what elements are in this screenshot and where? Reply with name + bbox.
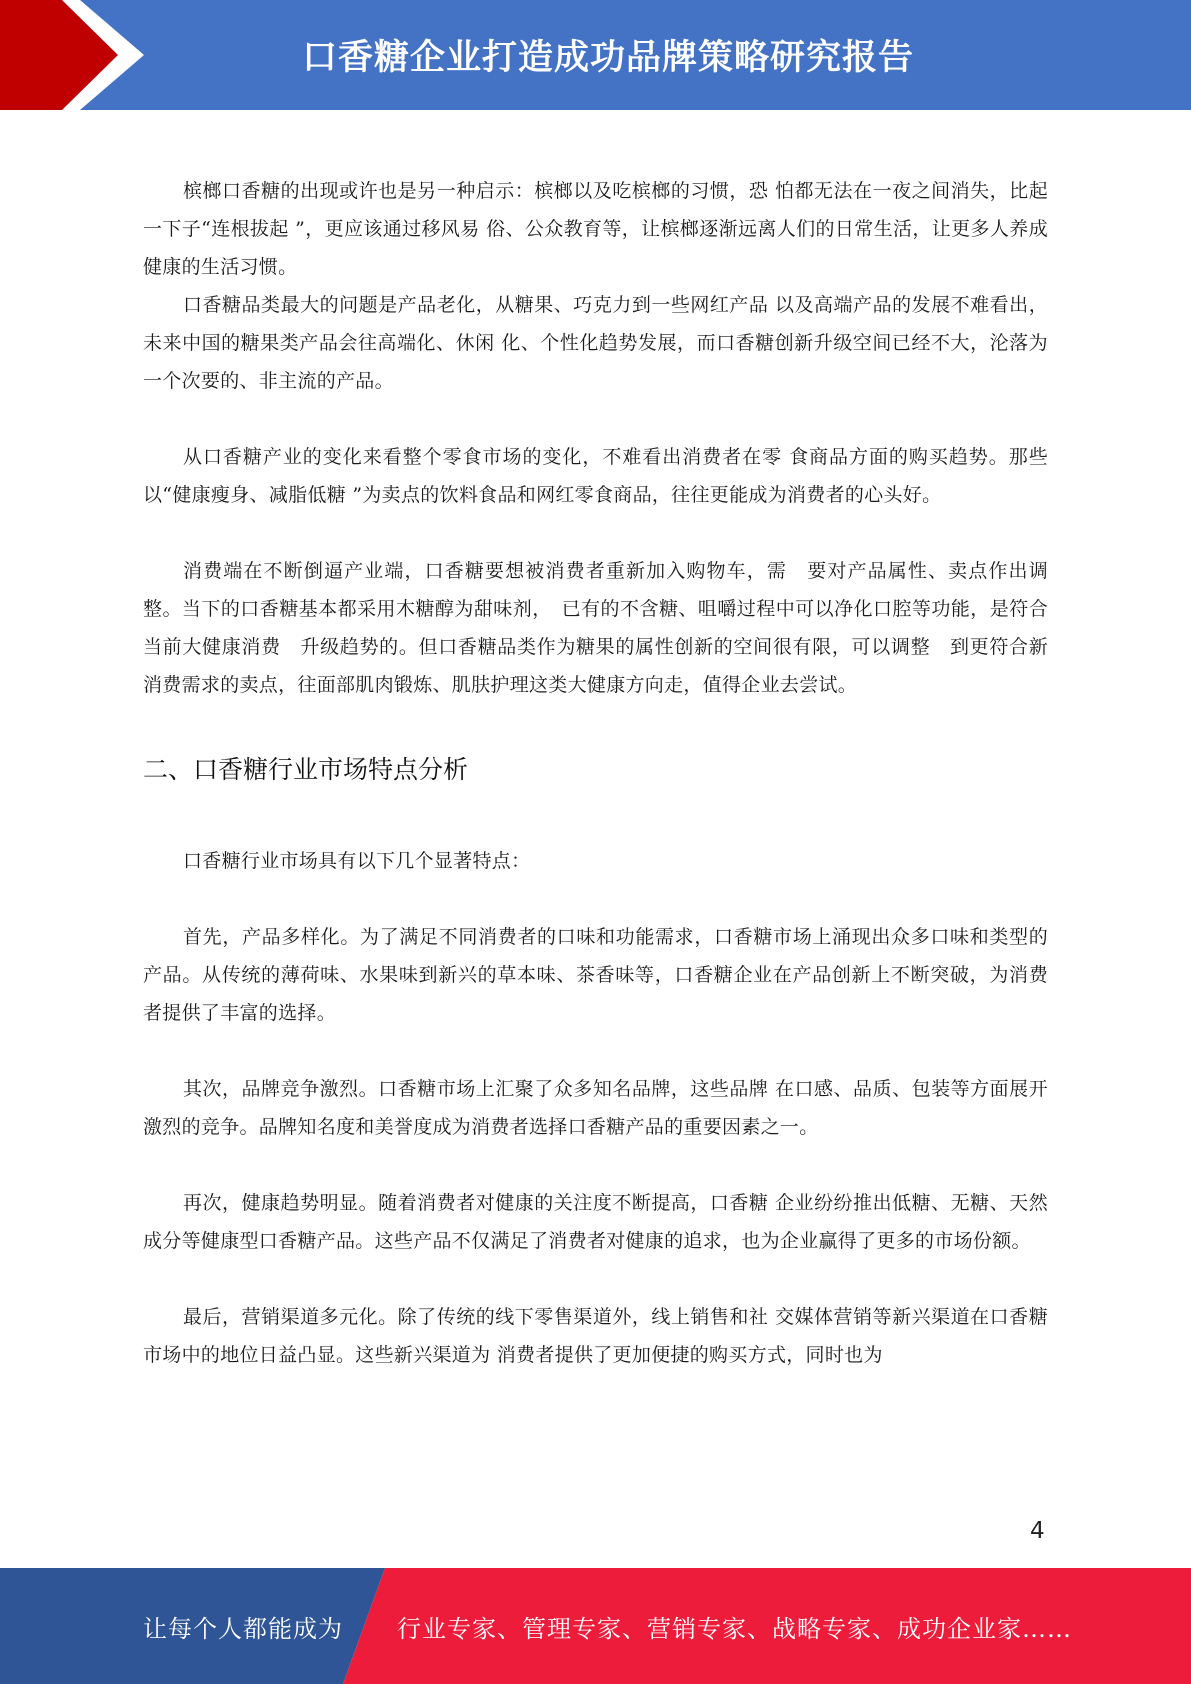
section-heading: 二、口香糖行业市场特点分析 <box>143 755 469 784</box>
footer-slogan-left: 让每个人都能成为 <box>143 1614 343 1643</box>
footer-band <box>0 1568 1191 1684</box>
paragraph: 槟榔口香糖的出现或许也是另一种启示：槟榔以及吃槟榔的习惯，恐 怕都无法在一夜之间消失，比起一下子“连根拔起 ”，更应该通过移风易 俗、公众教育等，让槟榔逐渐远离人们的日常生活，让更多人养成健康的生活习惯。 <box>143 180 1048 278</box>
header-band <box>0 0 1191 110</box>
paragraph: 其次，品牌竞争激烈。口香糖市场上汇聚了众多知名品牌，这些品牌 在口感、品质、包装等方面展开激烈的竞争。品牌知名度和美誉度成为消费者选择口香糖产品的重要因素之一。 <box>143 1078 1048 1138</box>
document-body <box>143 172 1048 1374</box>
paragraph: 消费端在不断倒逼产业端，口香糖要想被消费者重新加入购物车，需 要对产品属性、卖点作出调整。当下的口香糖基本都采用木糖醇为甜味剂， 已有的不含糖、咀嚼过程中可以净化口腔等功能，是符合当前大健康消费 升级趋势的。但口香糖品类作为糖果的属性创新的空间很有限，可以调整 到更符合新消费需求的卖点，往面部肌肉锻炼、肌肤护理这类大健康方向走，值得企业去尝试。 <box>143 560 1048 696</box>
footer-slogan-right: 行业专家、管理专家、营销专家、战略专家、成功企业家…… <box>397 1614 1072 1643</box>
paragraph: 从口香糖产业的变化来看整个零食市场的变化，不难看出消费者在零 食商品方面的购买趋势。那些以“健康瘦身、减脂低糖 ”为卖点的饮料食品和网红零食商品，往往更能成为消费者的心头好。 <box>143 446 1048 506</box>
document-title: 口香糖企业打造成功品牌策略研究报告 <box>301 38 914 78</box>
paragraph: 口香糖品类最大的问题是产品老化，从糖果、巧克力到一些网红产品 以及高端产品的发展不难看出，未来中国的糖果类产品会往高端化、休闲 化、个性化趋势发展，而口香糖创新升级空间已经不大，沦落为一个次要的、非主流的产品。 <box>143 294 1048 392</box>
paragraph: 口香糖行业市场具有以下几个显著特点： <box>183 850 531 872</box>
page-number: 4 <box>1030 1518 1045 1544</box>
paragraph: 最后，营销渠道多元化。除了传统的线下零售渠道外，线上销售和社 交媒体营销等新兴渠道在口香糖市场中的地位日益凸显。这些新兴渠道为 消费者提供了更加便捷的购买方式，同时也为 <box>143 1306 1048 1366</box>
paragraph: 再次，健康趋势明显。随着消费者对健康的关注度不断提高，口香糖 企业纷纷推出低糖、无糖、天然成分等健康型口香糖产品。这些产品不仅满足了消费者对健康的追求，也为企业赢得了更多的市场份额。 <box>143 1192 1048 1252</box>
paragraph: 首先，产品多样化。为了满足不同消费者的口味和功能需求，口香糖市场上涌现出众多口味和类型的产品。从传统的薄荷味、水果味到新兴的草本味、茶香味等，口香糖企业在产品创新上不断突破，为消费者提供了丰富的选择。 <box>143 926 1048 1024</box>
